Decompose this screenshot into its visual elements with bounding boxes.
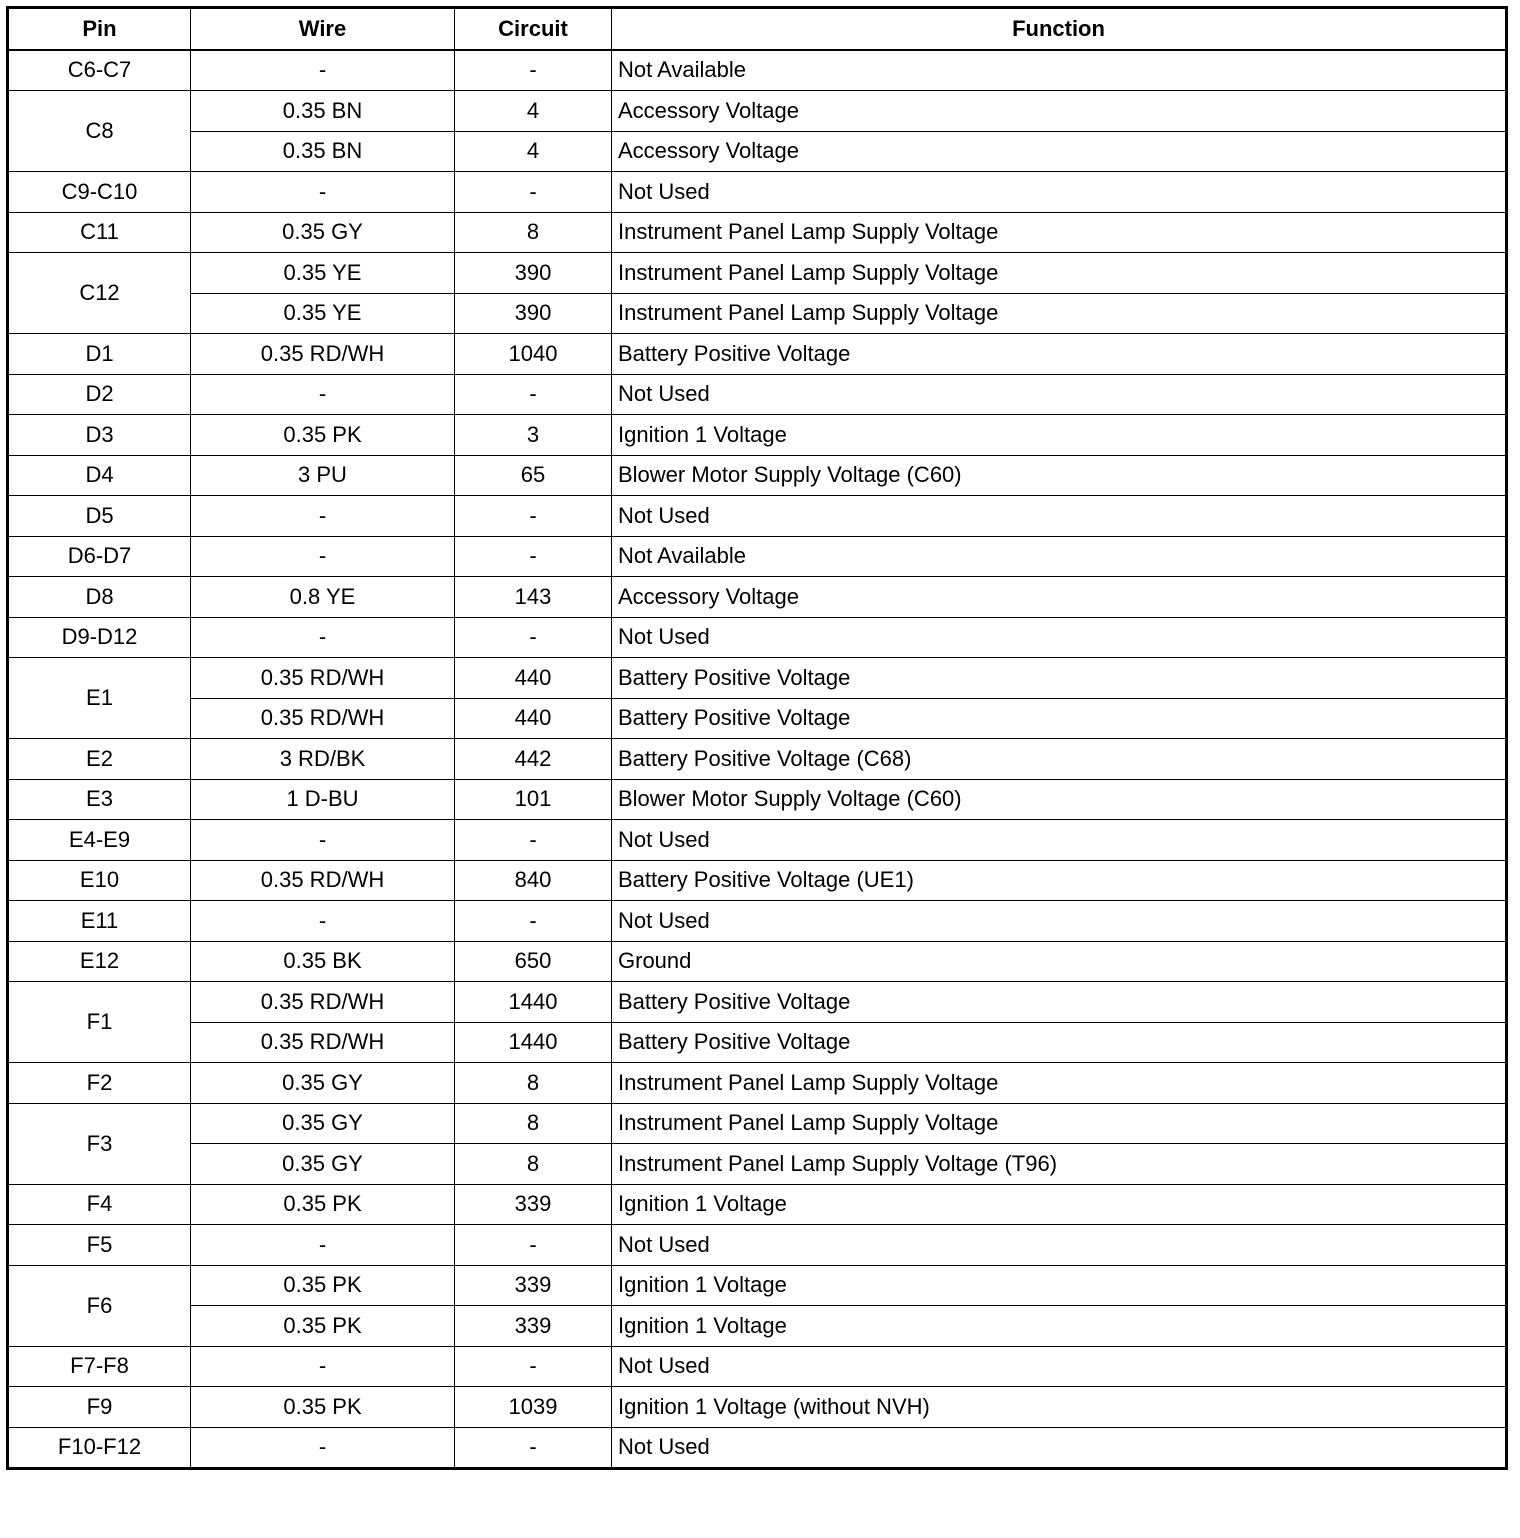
function-cell: Ignition 1 Voltage (612, 1306, 1507, 1347)
function-cell: Not Used (612, 496, 1507, 537)
circuit-cell: - (455, 1225, 612, 1266)
table-row (8, 901, 1507, 942)
pin-cell: E10 (8, 860, 191, 901)
wire-cell: 0.35 RD/WH (191, 982, 455, 1023)
pin-cell: E4-E9 (8, 820, 191, 861)
table-row (8, 1022, 1507, 1063)
wire-cell: - (191, 1346, 455, 1387)
table-row (8, 1387, 1507, 1428)
table-row (8, 860, 1507, 901)
pin-cell: D6-D7 (8, 536, 191, 577)
pin-cell: C6-C7 (8, 50, 191, 91)
table-row (8, 293, 1507, 334)
pin-cell: F7-F8 (8, 1346, 191, 1387)
connector-pinout-table (6, 6, 1508, 1470)
table-body (8, 50, 1507, 1469)
table-row (8, 172, 1507, 213)
circuit-cell: 390 (455, 253, 612, 294)
circuit-cell: 4 (455, 91, 612, 132)
function-cell: Ground (612, 941, 1507, 982)
table-row (8, 1144, 1507, 1185)
wire-cell: 0.35 YE (191, 253, 455, 294)
function-cell: Instrument Panel Lamp Supply Voltage (T96) (612, 1144, 1507, 1185)
wire-cell: 0.35 BN (191, 91, 455, 132)
function-cell: Not Used (612, 172, 1507, 213)
wire-cell: 0.35 GY (191, 1103, 455, 1144)
circuit-cell: - (455, 496, 612, 537)
wire-cell: - (191, 1225, 455, 1266)
wire-cell: 0.35 YE (191, 293, 455, 334)
circuit-cell: 440 (455, 698, 612, 739)
wire-cell: - (191, 172, 455, 213)
table-row (8, 739, 1507, 780)
circuit-cell: 440 (455, 658, 612, 699)
pin-cell: C8 (8, 91, 191, 172)
pin-cell: F10-F12 (8, 1427, 191, 1469)
circuit-cell: 8 (455, 1144, 612, 1185)
circuit-cell: 339 (455, 1184, 612, 1225)
table-row (8, 455, 1507, 496)
function-cell: Accessory Voltage (612, 577, 1507, 618)
header-wire: Wire (191, 8, 455, 50)
function-cell: Instrument Panel Lamp Supply Voltage (612, 293, 1507, 334)
pin-cell: D2 (8, 374, 191, 415)
table-row (8, 334, 1507, 375)
table-row (8, 658, 1507, 699)
function-cell: Instrument Panel Lamp Supply Voltage (612, 1103, 1507, 1144)
function-cell: Ignition 1 Voltage (612, 1265, 1507, 1306)
pin-cell: F6 (8, 1265, 191, 1346)
wire-cell: 1 D-BU (191, 779, 455, 820)
wire-cell: 0.35 GY (191, 1144, 455, 1185)
circuit-cell: - (455, 50, 612, 91)
wire-cell: 0.35 RD/WH (191, 698, 455, 739)
pin-cell: E11 (8, 901, 191, 942)
pin-cell: E3 (8, 779, 191, 820)
wire-cell: 0.35 GY (191, 212, 455, 253)
function-cell: Not Used (612, 374, 1507, 415)
wire-cell: - (191, 496, 455, 537)
pin-cell: F5 (8, 1225, 191, 1266)
table-row (8, 1346, 1507, 1387)
table-row (8, 496, 1507, 537)
table-row (8, 1306, 1507, 1347)
function-cell: Accessory Voltage (612, 131, 1507, 172)
function-cell: Not Used (612, 1427, 1507, 1469)
pin-cell: F1 (8, 982, 191, 1063)
table-row (8, 617, 1507, 658)
function-cell: Battery Positive Voltage (612, 658, 1507, 699)
function-cell: Instrument Panel Lamp Supply Voltage (612, 1063, 1507, 1104)
wire-cell: 0.35 PK (191, 1387, 455, 1428)
circuit-cell: 650 (455, 941, 612, 982)
wire-cell: 0.8 YE (191, 577, 455, 618)
table-row (8, 941, 1507, 982)
circuit-cell: 101 (455, 779, 612, 820)
wire-cell: 3 RD/BK (191, 739, 455, 780)
circuit-cell: 65 (455, 455, 612, 496)
circuit-cell: - (455, 536, 612, 577)
wire-cell: 0.35 PK (191, 1306, 455, 1347)
table-row (8, 1265, 1507, 1306)
table-row (8, 1103, 1507, 1144)
table-row (8, 1063, 1507, 1104)
circuit-cell: 8 (455, 212, 612, 253)
circuit-cell: 8 (455, 1063, 612, 1104)
circuit-cell: 1440 (455, 982, 612, 1023)
wire-cell: - (191, 1427, 455, 1469)
function-cell: Battery Positive Voltage (612, 334, 1507, 375)
header-pin: Pin (8, 8, 191, 50)
circuit-cell: 4 (455, 131, 612, 172)
circuit-cell: - (455, 901, 612, 942)
function-cell: Ignition 1 Voltage (without NVH) (612, 1387, 1507, 1428)
table-row (8, 1427, 1507, 1469)
table-row (8, 253, 1507, 294)
table-row (8, 415, 1507, 456)
circuit-cell: 442 (455, 739, 612, 780)
function-cell: Battery Positive Voltage (612, 1022, 1507, 1063)
wire-cell: 0.35 RD/WH (191, 334, 455, 375)
pin-cell: F9 (8, 1387, 191, 1428)
header-circuit: Circuit (455, 8, 612, 50)
wire-cell: 0.35 RD/WH (191, 1022, 455, 1063)
circuit-cell: 840 (455, 860, 612, 901)
table-row (8, 374, 1507, 415)
pin-cell: D9-D12 (8, 617, 191, 658)
function-cell: Ignition 1 Voltage (612, 415, 1507, 456)
pin-cell: D4 (8, 455, 191, 496)
table-row (8, 577, 1507, 618)
circuit-cell: 143 (455, 577, 612, 618)
wire-cell: 0.35 RD/WH (191, 658, 455, 699)
wire-cell: 3 PU (191, 455, 455, 496)
function-cell: Not Used (612, 820, 1507, 861)
circuit-cell: - (455, 172, 612, 213)
function-cell: Battery Positive Voltage (612, 982, 1507, 1023)
wire-cell: - (191, 901, 455, 942)
table-row (8, 779, 1507, 820)
function-cell: Not Available (612, 50, 1507, 91)
pin-cell: F4 (8, 1184, 191, 1225)
function-cell: Instrument Panel Lamp Supply Voltage (612, 212, 1507, 253)
function-cell: Not Used (612, 901, 1507, 942)
function-cell: Battery Positive Voltage (612, 698, 1507, 739)
function-cell: Accessory Voltage (612, 91, 1507, 132)
table-row (8, 91, 1507, 132)
header-function: Function (612, 8, 1507, 50)
wire-cell: - (191, 536, 455, 577)
circuit-cell: - (455, 820, 612, 861)
table-row (8, 982, 1507, 1023)
pin-cell: F2 (8, 1063, 191, 1104)
function-cell: Battery Positive Voltage (C68) (612, 739, 1507, 780)
pin-cell: E12 (8, 941, 191, 982)
wire-cell: - (191, 820, 455, 861)
circuit-cell: 3 (455, 415, 612, 456)
circuit-cell: 339 (455, 1265, 612, 1306)
circuit-cell: - (455, 374, 612, 415)
pin-cell: D1 (8, 334, 191, 375)
pin-cell: D3 (8, 415, 191, 456)
wire-cell: 0.35 RD/WH (191, 860, 455, 901)
function-cell: Ignition 1 Voltage (612, 1184, 1507, 1225)
pin-cell: E2 (8, 739, 191, 780)
wire-cell: 0.35 PK (191, 1184, 455, 1225)
circuit-cell: 1039 (455, 1387, 612, 1428)
wire-cell: 0.35 GY (191, 1063, 455, 1104)
table-row (8, 131, 1507, 172)
circuit-cell: - (455, 1427, 612, 1469)
wire-cell: 0.35 PK (191, 415, 455, 456)
table-row (8, 1225, 1507, 1266)
pin-cell: F3 (8, 1103, 191, 1184)
function-cell: Not Used (612, 617, 1507, 658)
wire-cell: - (191, 374, 455, 415)
function-cell: Not Used (612, 1346, 1507, 1387)
circuit-cell: - (455, 617, 612, 658)
table-row (8, 212, 1507, 253)
function-cell: Battery Positive Voltage (UE1) (612, 860, 1507, 901)
circuit-cell: - (455, 1346, 612, 1387)
wire-cell: - (191, 617, 455, 658)
function-cell: Instrument Panel Lamp Supply Voltage (612, 253, 1507, 294)
function-cell: Blower Motor Supply Voltage (C60) (612, 455, 1507, 496)
wire-cell: - (191, 50, 455, 91)
table-row (8, 536, 1507, 577)
wire-cell: 0.35 BK (191, 941, 455, 982)
circuit-cell: 339 (455, 1306, 612, 1347)
function-cell: Blower Motor Supply Voltage (C60) (612, 779, 1507, 820)
table-row (8, 820, 1507, 861)
circuit-cell: 1040 (455, 334, 612, 375)
function-cell: Not Used (612, 1225, 1507, 1266)
table-row (8, 50, 1507, 91)
table-row (8, 1184, 1507, 1225)
table-row (8, 698, 1507, 739)
wire-cell: 0.35 PK (191, 1265, 455, 1306)
table-header-row (8, 8, 1507, 50)
function-cell: Not Available (612, 536, 1507, 577)
pin-cell: C12 (8, 253, 191, 334)
circuit-cell: 390 (455, 293, 612, 334)
pin-cell: C9-C10 (8, 172, 191, 213)
circuit-cell: 1440 (455, 1022, 612, 1063)
wire-cell: 0.35 BN (191, 131, 455, 172)
pin-cell: C11 (8, 212, 191, 253)
pin-cell: E1 (8, 658, 191, 739)
pin-cell: D5 (8, 496, 191, 537)
circuit-cell: 8 (455, 1103, 612, 1144)
pin-cell: D8 (8, 577, 191, 618)
